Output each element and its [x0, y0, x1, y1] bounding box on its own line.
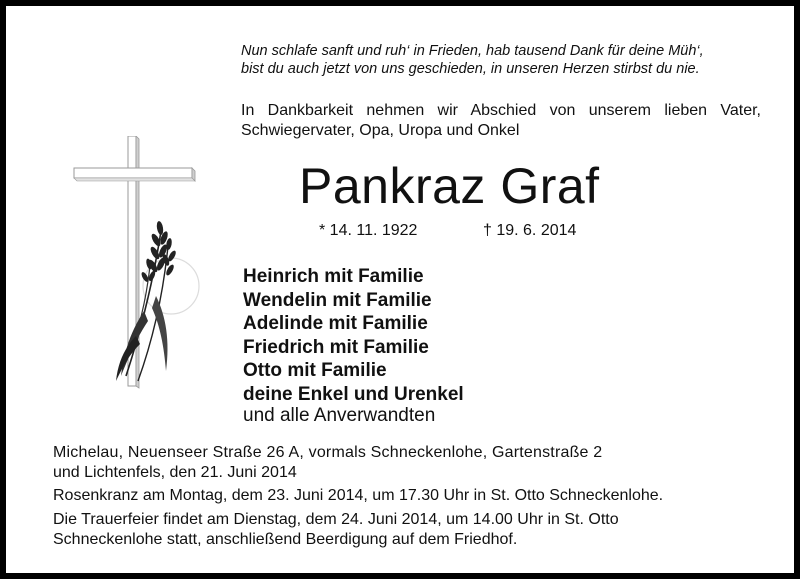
intro-line-2: Schwiegervater, Opa, Uropa und Onkel	[241, 122, 520, 139]
death-date: † 19. 6. 2014	[483, 222, 577, 239]
family-list	[243, 265, 464, 406]
rosary-info: Rosenkranz am Montag, dem 23. Juni 2014, um 17.30 Uhr in St. Otto Schneckenlohe.	[53, 487, 664, 504]
family-item: Heinrich mit Familie	[243, 266, 424, 287]
poem-line-1: Nun schlafe sanft und ruh‘ in Frieden, hab tausend Dank für deine Müh‘,	[241, 43, 704, 59]
family-item: Friedrich mit Familie	[243, 336, 429, 358]
poem	[241, 42, 704, 78]
family-item: Wendelin mit Familie	[243, 289, 432, 311]
family-item: deine Enkel und Urenkel	[243, 383, 464, 405]
intro-text	[241, 101, 761, 141]
deceased-name: Pankraz Graf	[299, 158, 600, 214]
birth-date: * 14. 11. 1922	[319, 222, 418, 239]
poem-line-2: bist du auch jetzt von uns geschieden, in unseren Herzen stirbst du nie.	[241, 61, 700, 77]
address-line-2: und Lichtenfels, den 21. Juni 2014	[53, 464, 297, 481]
family-item: Otto mit Familie	[243, 360, 387, 381]
intro-line-1: In Dankbarkeit nehmen wir Abschied von unserem lieben Vater,	[241, 102, 761, 119]
service-info-line-1: Die Trauerfeier findet am Dienstag, dem 24. Juni 2014, um 14.00 Uhr in St. Otto	[53, 511, 619, 528]
cross-with-wheat-icon	[66, 136, 206, 401]
service-info-line-2: Schneckenlohe statt, anschließend Beerdigung auf dem Friedhof.	[53, 531, 518, 548]
relatives-line: und alle Anverwandten	[243, 405, 436, 426]
address-line-1: Michelau, Neuenseer Straße 26 A, vormals Schneckenlohe, Gartenstraße 2	[53, 444, 603, 461]
family-item: Adelinde mit Familie	[243, 313, 428, 334]
